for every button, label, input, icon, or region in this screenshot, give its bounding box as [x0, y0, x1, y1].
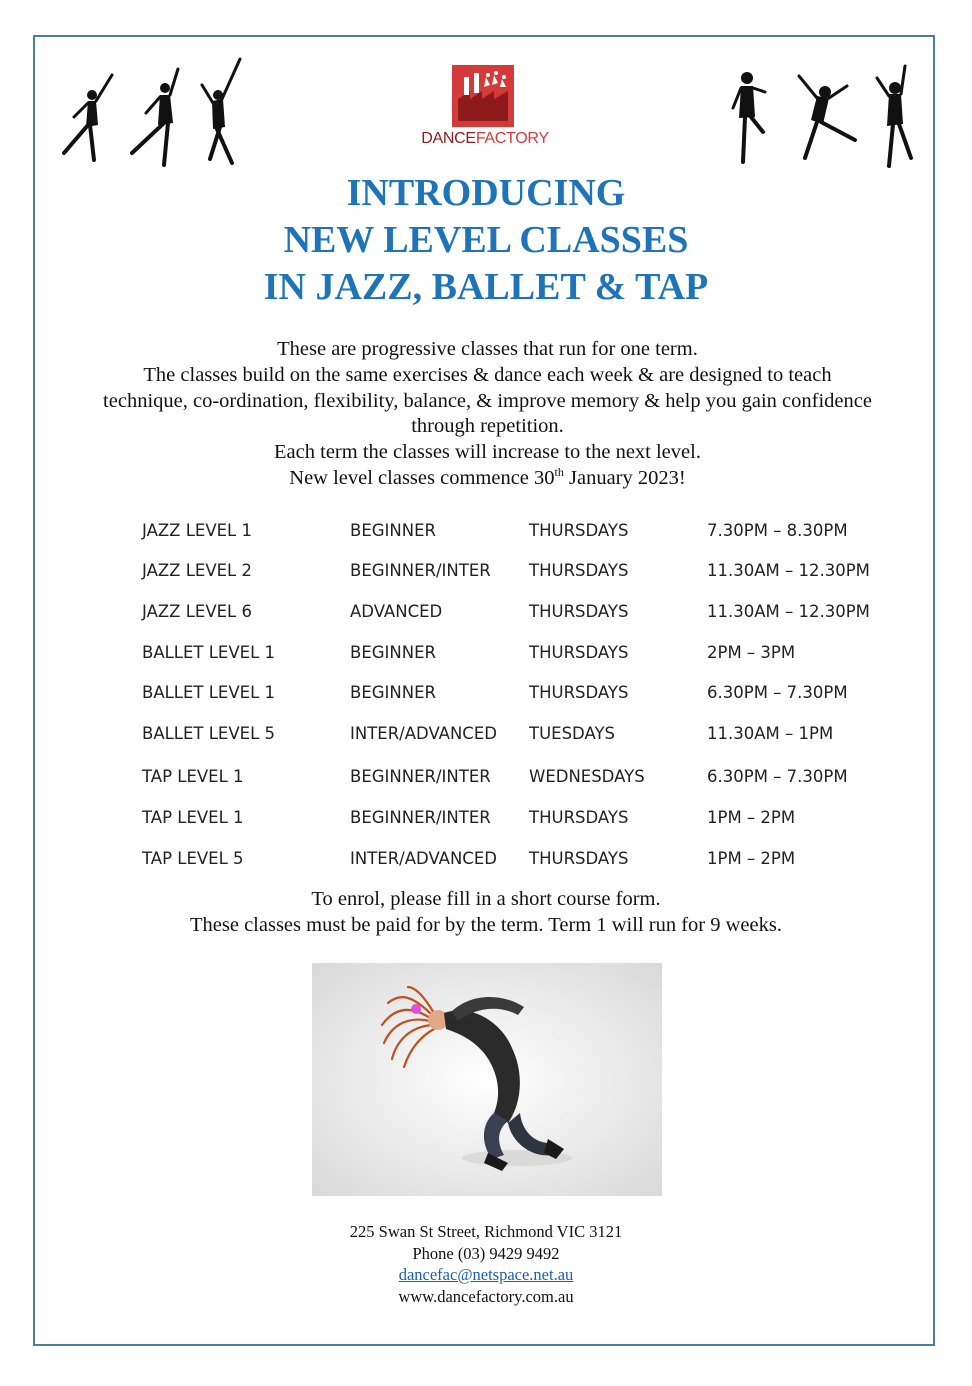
class-level: BEGINNER/INTER — [350, 561, 491, 580]
schedule-row — [142, 561, 922, 585]
class-day: THURSDAYS — [529, 643, 629, 662]
class-time: 7.30PM – 8.30PM — [707, 521, 848, 540]
class-time: 11.30AM – 12.30PM — [707, 561, 870, 580]
phone: Phone (03) 9429 9492 — [412, 1243, 560, 1263]
dancefactory-logo — [415, 62, 555, 152]
class-level: BEGINNER — [350, 521, 436, 540]
class-name: BALLET LEVEL 5 — [142, 724, 276, 743]
enrol-line: These classes must be paid for by the term. Term 1 will run for 9 weeks. — [190, 914, 782, 936]
schedule-row — [142, 724, 922, 748]
jumping-dancer-photo — [312, 963, 662, 1196]
enrol-text — [0, 886, 972, 938]
contact-details — [0, 1221, 972, 1307]
class-day: TUESDAYS — [529, 724, 616, 743]
schedule-row — [142, 521, 922, 545]
headline-line-3: IN JAZZ, BALLET & TAP — [263, 266, 709, 308]
headline — [0, 170, 972, 311]
schedule-row — [142, 808, 922, 832]
dancer-silhouettes-right — [725, 62, 920, 172]
class-name: JAZZ LEVEL 1 — [142, 521, 252, 540]
schedule-row — [142, 767, 922, 791]
intro-line: The classes build on the same exercises & dance each week & are designed to teach — [143, 363, 832, 386]
intro-line: through repetition. — [411, 415, 564, 438]
class-level: BEGINNER/INTER — [350, 808, 491, 827]
schedule-row — [142, 643, 922, 667]
factory-logo-icon — [452, 65, 514, 127]
address: 225 Swan St Street, Richmond VIC 3121 — [349, 1222, 623, 1241]
schedule-row — [142, 849, 922, 873]
schedule-row — [142, 602, 922, 626]
class-level: ADVANCED — [350, 602, 443, 621]
class-name: TAP LEVEL 1 — [142, 767, 244, 786]
class-time: 6.30PM – 7.30PM — [707, 683, 848, 702]
class-day: THURSDAYS — [529, 521, 629, 540]
commence-date-line — [45, 466, 930, 492]
class-name: JAZZ LEVEL 2 — [142, 561, 252, 580]
headline-line-1: INTRODUCING — [346, 172, 626, 214]
intro-line: These are progressive classes that run for one term. — [277, 338, 698, 360]
class-time: 11.30AM – 12.30PM — [707, 602, 870, 621]
class-time: 6.30PM – 7.30PM — [707, 767, 848, 786]
logo-text-dance: DANCE — [421, 130, 476, 147]
class-name: BALLET LEVEL 1 — [142, 643, 276, 662]
intro-text — [45, 337, 930, 492]
website: www.dancefactory.com.au — [398, 1286, 574, 1306]
class-name: TAP LEVEL 5 — [142, 849, 244, 868]
schedule-row — [142, 683, 922, 707]
class-time: 1PM – 2PM — [707, 849, 796, 868]
class-day: THURSDAYS — [529, 808, 629, 827]
class-name: JAZZ LEVEL 6 — [142, 602, 252, 621]
class-day: THURSDAYS — [529, 602, 629, 621]
class-time: 11.30AM – 1PM — [707, 724, 834, 743]
logo-wordmark — [415, 130, 555, 148]
logo-text-factory: FACTORY — [475, 130, 549, 147]
class-time: 1PM – 2PM — [707, 808, 796, 827]
class-day: THURSDAYS — [529, 561, 629, 580]
class-day: WEDNESDAYS — [529, 767, 645, 786]
class-level: INTER/ADVANCED — [350, 724, 497, 743]
email-link[interactable]: dancefac@netspace.net.au — [398, 1265, 574, 1284]
class-level: INTER/ADVANCED — [350, 849, 497, 868]
commence-text: New level classes commence 30 — [289, 466, 555, 489]
class-name: TAP LEVEL 1 — [142, 808, 244, 827]
class-level: BEGINNER — [350, 643, 436, 662]
class-level: BEGINNER — [350, 683, 436, 702]
intro-line: Each term the classes will increase to the next level. — [274, 441, 701, 464]
intro-line: technique, co-ordination, flexibility, balance, & improve memory & help you gain confidence — [103, 389, 872, 412]
headline-line-2: NEW LEVEL CLASSES — [283, 219, 689, 261]
class-name: BALLET LEVEL 1 — [142, 683, 276, 702]
class-day: THURSDAYS — [529, 683, 629, 702]
class-time: 2PM – 3PM — [707, 643, 796, 662]
class-day: THURSDAYS — [529, 849, 629, 868]
enrol-line: To enrol, please fill in a short course form. — [311, 888, 661, 910]
commence-date: January 2023! — [563, 466, 686, 489]
dancer-silhouettes-left — [60, 55, 250, 170]
date-ordinal: th — [554, 465, 564, 480]
class-level: BEGINNER/INTER — [350, 767, 491, 786]
